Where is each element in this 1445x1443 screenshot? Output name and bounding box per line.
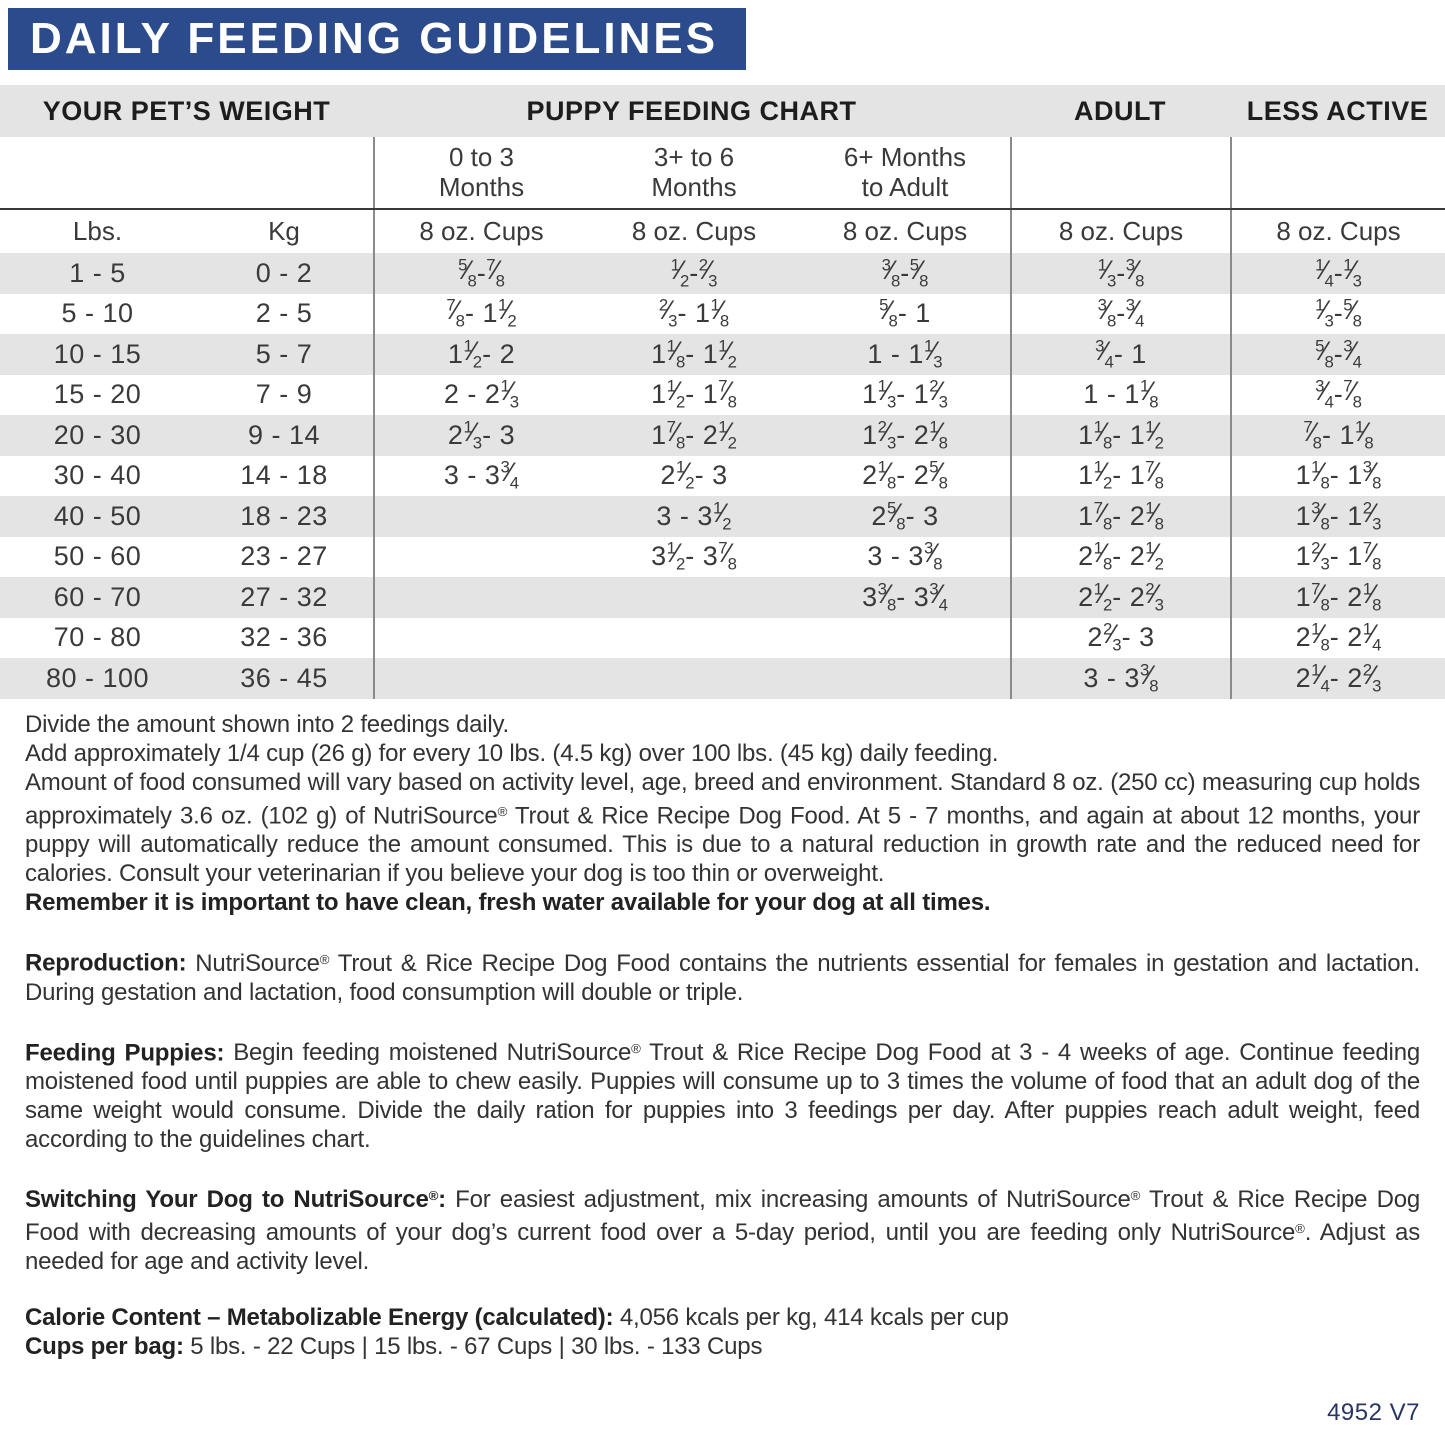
adult-cups-cell: $^1⁄_3$ - $^3⁄_8$ [1010, 253, 1230, 294]
weight-lbs-cell: 40 - 50 [53, 500, 142, 531]
table-row [0, 496, 1445, 537]
table-row [0, 658, 1445, 699]
table-row [0, 253, 1445, 294]
puppy-3-6-cell [588, 577, 800, 618]
puppy-6-adult-cell: 1 $^1⁄_3$ - 1 $^2⁄_3$ [862, 376, 948, 413]
puppy-6-adult-cell: 3 $^3⁄_8$ - 3 $^3⁄_4$ [862, 578, 948, 615]
puppy-6-adult-cell: 1 - 1 $^1⁄_3$ [867, 335, 943, 372]
table-row [0, 577, 1445, 618]
calorie-content-block [25, 1303, 1420, 1361]
adult-cups-cell: 1 $^1⁄_2$ - 1 $^7⁄_8$ [1010, 456, 1230, 497]
note-feedings-daily: Divide the amount shown into 2 feedings daily. [25, 711, 509, 738]
unit-cups-3-6: 8 oz. Cups [631, 216, 757, 246]
feeding-table [0, 85, 1445, 699]
less-active-cups-cell: $^7⁄_8$ - 1 $^1⁄_8$ [1230, 415, 1445, 456]
section-switching-lead: Switching Your Dog to NutriSource®: [25, 1186, 446, 1213]
less-active-cups-cell: 2 $^1⁄_8$ - 2 $^1⁄_4$ [1230, 618, 1445, 659]
col-header-less-active: LESS ACTIVE [1246, 95, 1429, 126]
col-header-adult: ADULT [1074, 95, 1166, 126]
table-row [0, 456, 1445, 497]
puppy-0-3-cell [373, 496, 588, 537]
weight-lbs-cell: 5 - 10 [61, 298, 134, 329]
puppy-6-adult-cell [800, 658, 1010, 699]
weight-kg-cell: 9 - 14 [247, 419, 321, 450]
adult-cups-cell: $^3⁄_4$ - 1 [1010, 334, 1230, 375]
weight-kg-cell: 5 - 7 [255, 338, 313, 369]
section-reproduction [25, 944, 1420, 1006]
puppy-3-6-cell: 1 $^7⁄_8$ - 2 $^1⁄_2$ [651, 416, 737, 453]
title-bar [8, 8, 746, 70]
adult-cups-cell: 2 $^1⁄_2$ - 2 $^2⁄_3$ [1010, 577, 1230, 618]
table-row [0, 294, 1445, 335]
weight-kg-cell: 7 - 9 [255, 379, 313, 410]
puppy-6-adult-cell: 2 $^1⁄_8$ - 2 $^5⁄_8$ [862, 457, 948, 494]
unit-cups-less-active: 8 oz. Cups [1230, 210, 1445, 253]
puppy-0-3-cell [373, 537, 588, 578]
less-active-cups-cell: 2 $^1⁄_4$ - 2 $^2⁄_3$ [1230, 658, 1445, 699]
weight-lbs-cell: 80 - 100 [45, 662, 150, 693]
puppy-6-adult-cell: $^3⁄_8$ - $^5⁄_8$ [881, 254, 929, 291]
adult-cups-cell: $^3⁄_8$ - $^3⁄_4$ [1010, 294, 1230, 335]
section-feeding-puppies [25, 1034, 1420, 1154]
weight-kg-cell: 32 - 36 [240, 622, 328, 653]
section-feeding-puppies-text: Begin feeding moistened NutriSource® Trout & Rice Recipe Dog Food at 3 - 4 weeks of age. Continue feeding moistened food until puppies are able to chew easily. Puppies will consume up to 3 times the volume of food that an adult dog of the same weight would consume. Divide the daily ration for puppies into 3 feedings per day. After puppies reach adult weight, feed according to the guidelines chart. [25, 1038, 1420, 1153]
weight-lbs-cell: 15 - 20 [53, 379, 142, 410]
puppy-0-3-cell [373, 618, 588, 659]
unit-kg: Kg [268, 216, 300, 246]
puppy-3-6-cell: 3 $^1⁄_2$ - 3 $^7⁄_8$ [651, 538, 737, 575]
less-active-cups-cell: 1 $^3⁄_8$ - 1 $^2⁄_3$ [1230, 496, 1445, 537]
less-active-cups-cell: $^1⁄_3$ - $^5⁄_8$ [1230, 294, 1445, 335]
less-active-cups-cell: 1 $^1⁄_8$ - 1 $^3⁄_8$ [1230, 456, 1445, 497]
guidelines-text [0, 710, 1445, 1361]
cups-per-bag-lead: Cups per bag: [25, 1333, 184, 1361]
puppy-6-adult-cell [800, 618, 1010, 659]
puppy-6-adult-cell: 3 - 3 $^3⁄_8$ [867, 538, 943, 575]
table-months-row [0, 137, 1445, 208]
less-active-cups-cell: 1 $^7⁄_8$ - 2 $^1⁄_8$ [1230, 577, 1445, 618]
puppy-0-3-cell: 3 - 3 $^3⁄_4$ [373, 456, 588, 497]
adult-cups-cell: 2 $^2⁄_3$ - 3 [1010, 618, 1230, 659]
weight-kg-cell: 0 - 2 [255, 257, 313, 288]
weight-lbs-cell: 60 - 70 [53, 581, 142, 612]
col-header-pet-weight: YOUR PET’S WEIGHT [42, 95, 331, 126]
weight-kg-cell: 23 - 27 [240, 541, 328, 572]
puppy-0-3-cell [373, 658, 588, 699]
months-spacer-less-active [1230, 137, 1445, 208]
unit-cups-adult: 8 oz. Cups [1010, 210, 1230, 253]
adult-cups-cell: 3 - 3 $^3⁄_8$ [1010, 658, 1230, 699]
months-spacer-adult [1010, 137, 1230, 208]
adult-cups-cell: 1 $^7⁄_8$ - 2 $^1⁄_8$ [1010, 496, 1230, 537]
page-title: DAILY FEEDING GUIDELINES [30, 14, 719, 63]
puppy-0-3-cell: $^5⁄_8$ - $^7⁄_8$ [373, 253, 588, 294]
note-amount-varies: Amount of food consumed will vary based on activity level, age, breed and environment. Standard 8 oz. (250 cc) measuring cup holds approximately 3.6 oz. (102 g) of NutriSource® Trout & Rice Recipe Dog Food. At 5 - 7 months, and again at about 12 months, your puppy will automatically reduce the amount consumed. This is due to a natural reduction in growth rate and the reduced need for calories. Consult your veterinarian if you believe your dog is too thin or overweight. [25, 769, 1420, 888]
weight-kg-cell: 2 - 5 [255, 298, 313, 329]
calorie-content-value: 4,056 kcals per kg, 414 kcals per cup [619, 1304, 1009, 1332]
col-header-puppy-feeding-chart: PUPPY FEEDING CHART [526, 95, 857, 126]
unit-cups-0-3: 8 oz. Cups [373, 210, 588, 253]
weight-lbs-cell: 30 - 40 [53, 460, 142, 491]
unit-cups-6-adult: 8 oz. Cups [842, 216, 968, 246]
table-row [0, 334, 1445, 375]
less-active-cups-cell: $^5⁄_8$ - $^3⁄_4$ [1230, 334, 1445, 375]
less-active-cups-cell: $^3⁄_4$ - $^7⁄_8$ [1230, 375, 1445, 416]
subheader-6-months-adult: 6+ Months to Adult [843, 141, 967, 202]
adult-cups-cell: 2 $^1⁄_8$ - 2 $^1⁄_2$ [1010, 537, 1230, 578]
weight-lbs-cell: 1 - 5 [69, 257, 126, 288]
weight-lbs-cell: 10 - 15 [53, 338, 142, 369]
puppy-3-6-cell: 2 $^1⁄_2$ - 3 [660, 457, 728, 494]
puppy-6-adult-cell: 1 $^2⁄_3$ - 2 $^1⁄_8$ [862, 416, 948, 453]
calorie-content-lead: Calorie Content – Metabolizable Energy (calculated): [25, 1304, 614, 1332]
weight-kg-cell: 27 - 32 [240, 581, 328, 612]
adult-cups-cell: 1 - 1 $^1⁄_8$ [1010, 375, 1230, 416]
puppy-3-6-cell: 3 - 3 $^1⁄_2$ [656, 497, 732, 534]
table-row [0, 618, 1445, 659]
subheader-3-6-months: 3+ to 6 Months [651, 141, 737, 202]
note-add-cup: Add approximately 1/4 cup (26 g) for every 10 lbs. (4.5 kg) over 100 lbs. (45 kg) daily feeding. [25, 740, 999, 767]
section-reproduction-text: NutriSource® Trout & Rice Recipe Dog Food contains the nutrients essential for females in gestation and lactation. During gestation and lactation, food consumption will double or triple. [25, 949, 1420, 1006]
puppy-0-3-cell [373, 577, 588, 618]
puppy-0-3-cell: 2 - 2 $^1⁄_3$ [373, 375, 588, 416]
puppy-3-6-cell: 1 $^1⁄_2$ - 1 $^7⁄_8$ [651, 376, 737, 413]
weight-lbs-cell: 50 - 60 [53, 541, 142, 572]
less-active-cups-cell: 1 $^2⁄_3$ - 1 $^7⁄_8$ [1230, 537, 1445, 578]
cups-per-bag-line [25, 1332, 1420, 1361]
weight-lbs-cell: 70 - 80 [53, 622, 142, 653]
puppy-0-3-cell: $^7⁄_8$ - 1 $^1⁄_2$ [373, 294, 588, 335]
puppy-0-3-cell: 1 $^1⁄_2$ - 2 [373, 334, 588, 375]
puppy-3-6-cell: $^1⁄_2$ - $^2⁄_3$ [670, 254, 718, 291]
weight-lbs-cell: 20 - 30 [53, 419, 142, 450]
weight-kg-cell: 14 - 18 [240, 460, 328, 491]
table-row [0, 415, 1445, 456]
puppy-3-6-cell: 1 $^1⁄_8$ - 1 $^1⁄_2$ [651, 335, 737, 372]
puppy-6-adult-cell: 2 $^5⁄_8$ - 3 [871, 497, 939, 534]
calorie-content-line [25, 1303, 1420, 1332]
weight-kg-cell: 18 - 23 [240, 500, 328, 531]
section-reproduction-lead: Reproduction: [25, 949, 187, 977]
label-version-code: 4952 V7 [1327, 1399, 1420, 1426]
unit-lbs: Lbs. [72, 216, 123, 246]
note-fresh-water: Remember it is important to have clean, fresh water available for your dog at all times. [25, 889, 991, 917]
table-body [0, 253, 1445, 699]
puppy-3-6-cell [588, 618, 800, 659]
puppy-6-adult-cell: $^5⁄_8$ - 1 [879, 295, 931, 332]
puppy-3-6-cell [588, 658, 800, 699]
subheader-0-3-months: 0 to 3 Months [373, 137, 588, 208]
section-feeding-puppies-lead: Feeding Puppies: [25, 1038, 225, 1066]
adult-cups-cell: 1 $^1⁄_8$ - 1 $^1⁄_2$ [1010, 415, 1230, 456]
table-group-header-row [0, 85, 1445, 137]
cups-per-bag-value: 5 lbs. - 22 Cups | 15 lbs. - 67 Cups | 30 lbs. - 133 Cups [190, 1333, 763, 1361]
months-spacer [0, 137, 373, 208]
table-row [0, 537, 1445, 578]
section-switching-text: For easiest adjustment, mix increasing amounts of NutriSource® Trout & Rice Recipe Dog Food with decreasing amounts of your dog’s current food over a 5-day period, until you are feeding only NutriSource®. Adjust as needed for age and activity level. [25, 1186, 1421, 1276]
section-switching [25, 1181, 1420, 1277]
weight-kg-cell: 36 - 45 [240, 662, 328, 693]
puppy-0-3-cell: 2 $^1⁄_3$ - 3 [373, 415, 588, 456]
table-row [0, 375, 1445, 416]
puppy-3-6-cell: $^2⁄_3$ - 1 $^1⁄_8$ [658, 295, 730, 332]
table-units-row [0, 208, 1445, 253]
less-active-cups-cell: $^1⁄_4$ - $^1⁄_3$ [1230, 253, 1445, 294]
